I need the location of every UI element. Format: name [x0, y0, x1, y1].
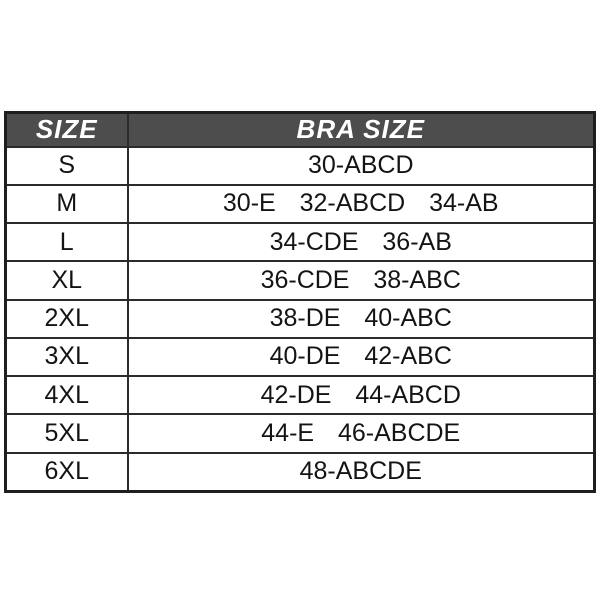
- bra-size-cell: 34-CDE 36-AB: [128, 223, 595, 261]
- size-cell: XL: [6, 261, 128, 299]
- size-cell: 4XL: [6, 376, 128, 414]
- bra-size-cell: 38-DE 40-ABC: [128, 300, 595, 338]
- table-row: [6, 414, 595, 452]
- size-cell: 3XL: [6, 338, 128, 376]
- bra-size-cell: 30-E 32-ABCD 34-AB: [128, 185, 595, 223]
- table-header-row: [6, 113, 595, 147]
- column-header-bra-size: BRA SIZE: [128, 113, 595, 147]
- table-row: [6, 261, 595, 299]
- size-cell: M: [6, 185, 128, 223]
- bra-size-cell: 48-ABCDE: [128, 453, 595, 492]
- table-row: [6, 300, 595, 338]
- size-cell: L: [6, 223, 128, 261]
- bra-size-cell: 40-DE 42-ABC: [128, 338, 595, 376]
- table-row: [6, 223, 595, 261]
- bra-size-cell: 42-DE 44-ABCD: [128, 376, 595, 414]
- table-row: [6, 376, 595, 414]
- table-row: [6, 338, 595, 376]
- table-row: [6, 185, 595, 223]
- size-cell: S: [6, 147, 128, 185]
- table-row: [6, 453, 595, 492]
- bra-size-cell: 30-ABCD: [128, 147, 595, 185]
- table-row: [6, 147, 595, 185]
- size-cell: 5XL: [6, 414, 128, 452]
- bra-size-cell: 36-CDE 38-ABC: [128, 261, 595, 299]
- size-cell: 2XL: [6, 300, 128, 338]
- size-chart-table: [4, 111, 596, 493]
- column-header-size: SIZE: [6, 113, 128, 147]
- bra-size-cell: 44-E 46-ABCDE: [128, 414, 595, 452]
- size-cell: 6XL: [6, 453, 128, 492]
